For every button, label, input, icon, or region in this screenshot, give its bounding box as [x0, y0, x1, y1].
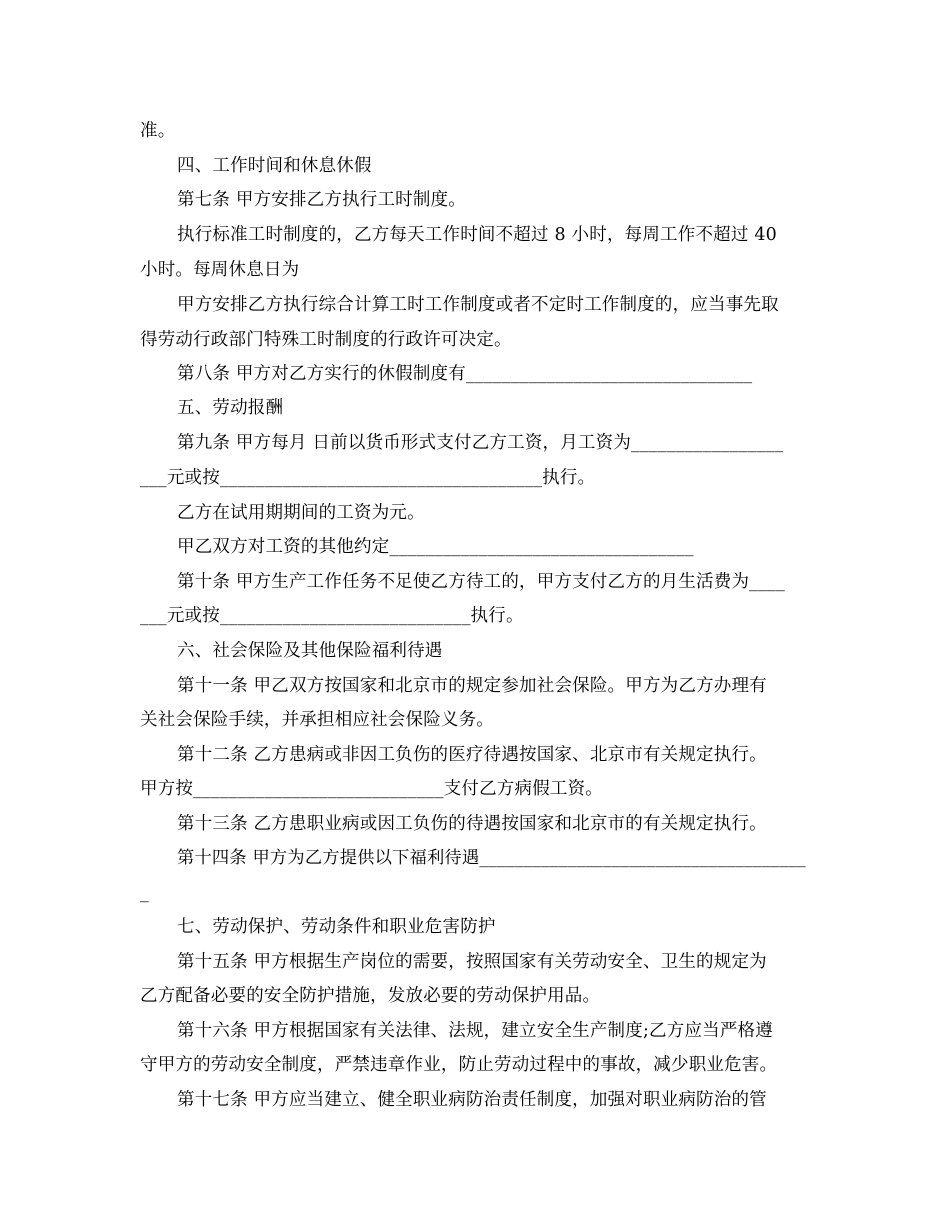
text-line: 关社会保险手续，并承担相应社会保险义务。: [140, 710, 494, 730]
section-heading: 五、劳动报酬: [177, 398, 284, 418]
text-line: 乙方在试用期期间的工资为元。: [177, 503, 425, 523]
text-line: 得劳动行政部门特殊工时制度的行政许可决定。: [140, 330, 512, 350]
text-line: 乙方配备必要的安全防护措施，发放必要的劳动保护用品。: [140, 986, 601, 1006]
text-line: 甲方按____________________________支付乙方病假工资。: [140, 779, 603, 799]
section-heading: 四、工作时间和休息休假: [177, 156, 372, 176]
text-line: _: [140, 883, 149, 903]
text-line: 甲方安排乙方执行综合计算工时工作制度或者不定时工作制度的，应当事先取: [177, 295, 779, 315]
text-line: 第十四条 甲方为乙方提供以下福利待遇_____________________________________: [177, 848, 806, 868]
text-line: 守甲方的劳动安全制度，严禁违章作业，防止劳动过程中的事故，减少职业危害。: [140, 1055, 778, 1075]
text-line: ___元或按____________________________执行。: [140, 606, 524, 626]
section-heading: 七、劳动保护、劳动条件和职业危害防护: [177, 917, 496, 937]
text-line: 第十六条 甲方根据国家有关法律、法规，建立安全生产制度;乙方应当严格遵: [177, 1021, 773, 1041]
text-line: 第十三条 乙方患职业病或因工负伤的待遇按国家和北京市的有关规定执行。: [177, 814, 767, 834]
text-line: 甲乙双方对工资的其他约定__________________________________: [177, 537, 694, 557]
text-line: 第十五条 甲方根据生产岗位的需要，按照国家有关劳动安全、卫生的规定为: [177, 952, 767, 972]
text-line: 第八条 甲方对乙方实行的休假制度有________________________________: [177, 364, 753, 384]
section-heading: 六、社会保险及其他保险福利待遇: [177, 641, 443, 661]
text-line: 第十条 甲方生产工作任务不足使乙方待工的，甲方支付乙方的月生活费为____: [177, 572, 785, 592]
text-line: 准。: [140, 121, 176, 141]
text-line: 第十二条 乙方患病或非因工负伤的医疗待遇按国家、北京市有关规定执行。: [177, 745, 767, 765]
text-line: 小时。每周休息日为: [140, 260, 300, 280]
text-line: 第九条 甲方每月 日前以货币形式支付乙方工资，月工资为_________________: [177, 433, 784, 453]
text-line: 执行标准工时制度的，乙方每天工作时间不超过 8 小时，每周工作不超过 40: [177, 225, 777, 245]
text-line: 第十七条 甲方应当建立、健全职业病防治责任制度，加强对职业病防治的管: [177, 1090, 767, 1110]
text-line: ___元或按____________________________________执行。: [140, 468, 596, 488]
text-line: 第十一条 甲乙双方按国家和北京市的规定参加社会保险。甲方为乙方办理有: [177, 676, 767, 696]
text-line: 第七条 甲方安排乙方执行工时制度。: [177, 190, 466, 210]
